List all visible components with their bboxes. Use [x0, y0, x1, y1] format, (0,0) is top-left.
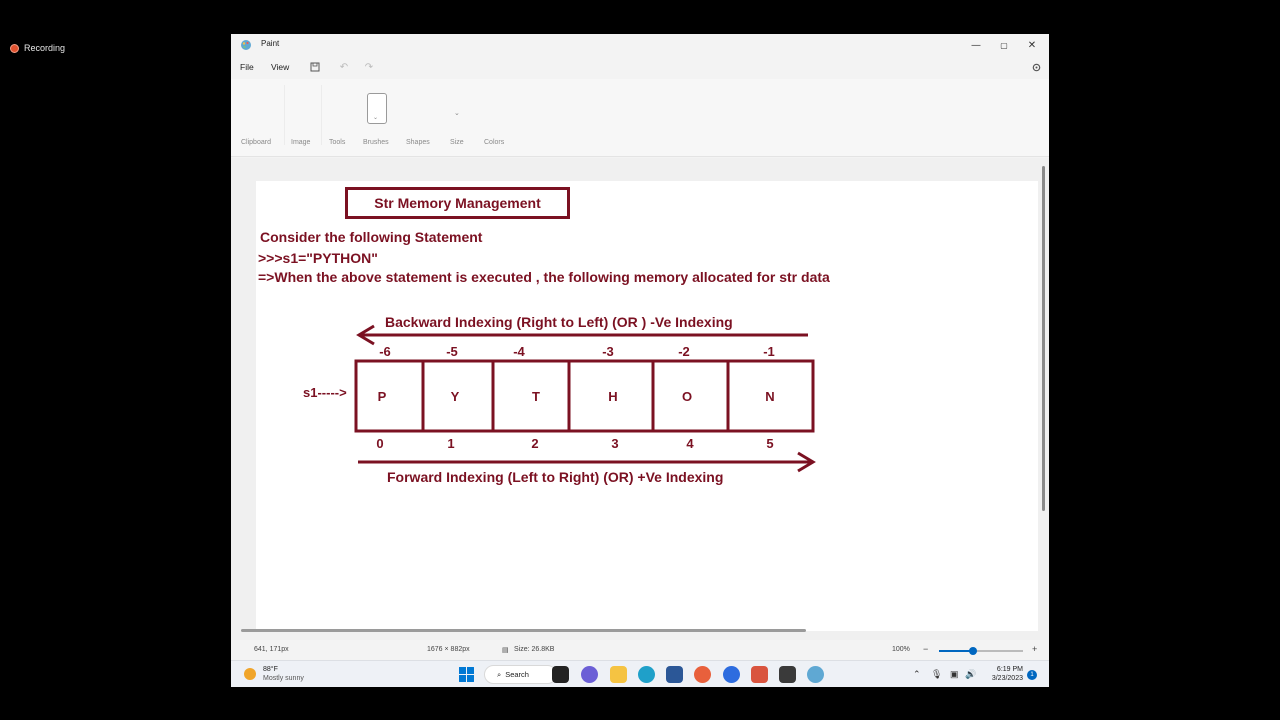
recording-label: Recording	[24, 43, 66, 53]
string-index-diagram	[256, 181, 1038, 631]
ribbon-group-brushes[interactable]: Brushes	[363, 139, 389, 146]
notification-badge[interactable]: 1	[1027, 670, 1037, 680]
title-bar	[231, 34, 1049, 56]
chevron-down-icon: ⌄	[373, 114, 379, 121]
close-button[interactable]: ✕	[1027, 39, 1037, 51]
file-menu[interactable]: File	[240, 62, 254, 72]
maximize-button[interactable]: ▢	[1000, 40, 1008, 50]
paint-taskbar-icon[interactable]	[807, 666, 824, 683]
ribbon-group-image[interactable]: Image	[291, 139, 311, 146]
s1-pointer-label: s1----->	[303, 385, 347, 400]
file-explorer-icon[interactable]	[610, 666, 627, 683]
weather-temp: 88°F	[263, 666, 278, 673]
size-chevron-icon[interactable]: ⌄	[454, 109, 460, 117]
search-label: Search	[505, 670, 529, 679]
view-menu[interactable]: View	[271, 62, 290, 72]
canvas-size: 1676 × 882px	[427, 646, 470, 653]
ribbon-group-size[interactable]: Size	[450, 139, 464, 146]
ribbon-group-colors[interactable]: Colors	[484, 139, 505, 146]
pos-index: 2	[531, 436, 539, 451]
record-icon	[10, 44, 19, 53]
paint-app-icon	[240, 39, 252, 51]
memory-block	[356, 361, 813, 431]
zoom-out-button[interactable]: −	[923, 644, 929, 654]
pos-index: 4	[686, 436, 694, 451]
cell-char: N	[765, 389, 775, 404]
zoom-app-icon[interactable]	[723, 666, 740, 683]
brush-picker[interactable]	[367, 93, 387, 124]
cursor-position: 641, 171px	[254, 646, 289, 653]
firefox-icon[interactable]	[694, 666, 711, 683]
network-icon[interactable]: ▣	[950, 669, 959, 679]
chat-icon[interactable]	[581, 666, 598, 683]
ribbon-group-clipboard[interactable]: Clipboard	[241, 139, 271, 146]
zoom-slider-thumb[interactable]	[969, 647, 977, 655]
cell-char: T	[532, 389, 540, 404]
forward-indexing-label: Forward Indexing (Left to Right) (OR) +Ve Indexing	[387, 469, 724, 485]
settings-icon[interactable]	[1029, 60, 1043, 74]
neg-index: -2	[678, 344, 690, 359]
search-icon: ⌕	[497, 669, 502, 679]
neg-index: -5	[446, 344, 458, 359]
cell-char: Y	[450, 389, 460, 404]
code-statement: >>>s1="PYTHON"	[258, 250, 378, 266]
drawing-canvas[interactable]	[256, 181, 1038, 631]
screen-recorder-icon[interactable]	[779, 666, 796, 683]
weather-desc: Mostly sunny	[263, 675, 304, 682]
clock-date: 3/23/2023	[991, 675, 1023, 682]
task-view-icon[interactable]	[552, 666, 569, 683]
undo-icon[interactable]: ↶	[339, 61, 349, 73]
file-size: Size: 26.8KB	[514, 646, 555, 653]
minimize-button[interactable]: —	[971, 39, 981, 51]
store-icon[interactable]	[666, 666, 683, 683]
neg-index: -1	[763, 344, 775, 359]
zoom-slider-fill	[939, 650, 973, 652]
redo-icon[interactable]: ↷	[364, 61, 374, 73]
edge-icon[interactable]	[638, 666, 655, 683]
zoom-level: 100%	[892, 646, 910, 653]
pos-index: 3	[611, 436, 619, 451]
window-title: Paint	[261, 39, 280, 48]
vertical-scrollbar[interactable]	[1042, 166, 1045, 511]
pos-index: 1	[447, 436, 455, 451]
microphone-icon[interactable]: 🎙	[931, 669, 943, 679]
windows-start-icon[interactable]	[458, 666, 475, 683]
chevron-up-icon[interactable]: ⌃	[913, 669, 921, 679]
ribbon-group-tools[interactable]: Tools	[329, 139, 346, 146]
clock[interactable]	[983, 665, 1023, 683]
taskbar	[231, 660, 1049, 687]
horizontal-scrollbar[interactable]	[241, 629, 806, 632]
heading-text: Str Memory Management	[374, 195, 541, 211]
ribbon-group-shapes[interactable]: Shapes	[406, 139, 430, 146]
cell-char: H	[608, 389, 618, 404]
neg-index: -4	[513, 344, 525, 359]
ribbon-divider	[321, 85, 322, 145]
save-icon[interactable]	[308, 60, 322, 74]
workspace	[231, 158, 1049, 640]
neg-index: -3	[602, 344, 614, 359]
taskbar-search[interactable]	[484, 665, 557, 684]
pos-index: 0	[376, 436, 384, 451]
status-bar	[231, 640, 1049, 660]
clock-time: 6:19 PM	[996, 666, 1023, 673]
ribbon-toolbar	[231, 79, 1049, 157]
pos-index: 5	[766, 436, 774, 451]
statement-intro: Consider the following Statement	[260, 229, 483, 245]
menu-bar	[231, 56, 1049, 78]
backward-indexing-label: Backward Indexing (Right to Left) (OR ) -Ve Indexing	[385, 314, 733, 330]
sun-icon	[244, 668, 256, 680]
ribbon-divider	[284, 85, 285, 145]
file-size-icon: ▤	[502, 647, 509, 654]
cell-char: P	[377, 389, 387, 404]
cell-char: O	[681, 389, 693, 404]
snip-tool-icon[interactable]	[751, 666, 768, 683]
neg-index: -6	[379, 344, 391, 359]
volume-icon[interactable]: 🔊	[965, 669, 977, 679]
recording-indicator	[10, 43, 65, 53]
explanation-text: =>When the above statement is executed , the following memory allocated for str data	[258, 269, 830, 285]
zoom-in-button[interactable]: +	[1032, 644, 1038, 654]
paint-window	[231, 34, 1049, 687]
